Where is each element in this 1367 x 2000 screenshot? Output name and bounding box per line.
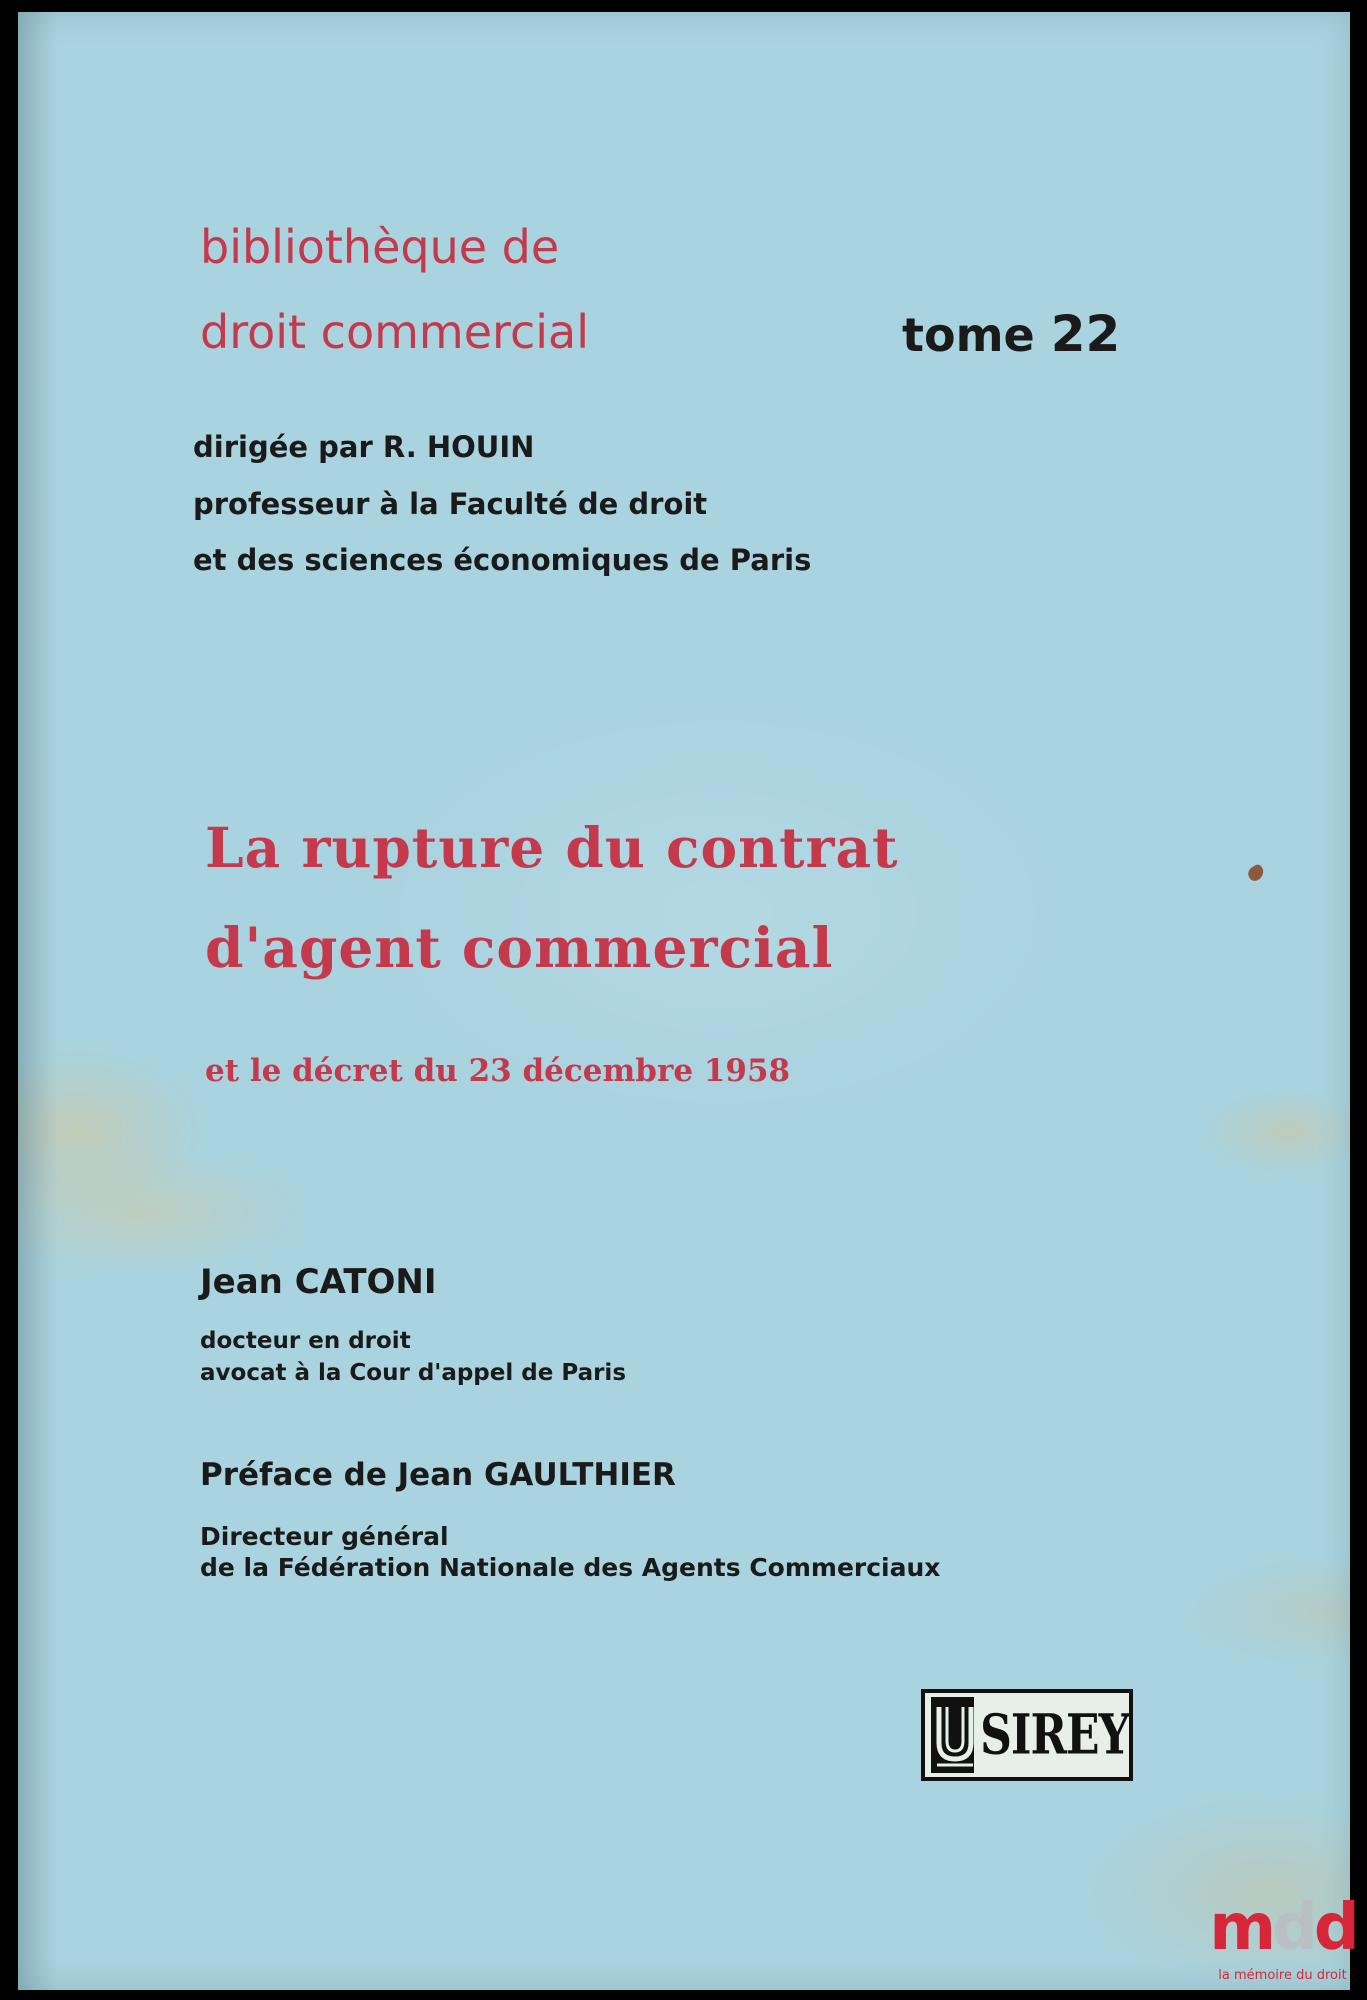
series-editor-title-line2: et des sciences économiques de Paris [193, 543, 812, 577]
volume-number [902, 305, 1120, 363]
series-title-line1: bibliothèque de [200, 220, 560, 274]
preface-credential-1: Directeur général [200, 1522, 449, 1551]
publisher-emblem-icon [931, 1697, 974, 1773]
tome-label: tome [902, 308, 1035, 362]
watermark-logo: mdd [1209, 1891, 1356, 1965]
watermark [1205, 1888, 1360, 1998]
publisher-name: SIREY [980, 1703, 1129, 1767]
spine-shadow [18, 12, 58, 1990]
series-title-line2: droit commercial [200, 305, 589, 359]
preface-credential-2: de la Fédération Nationale des Agents Commerciaux [200, 1553, 941, 1582]
book-title-line1: La rupture du contrat [205, 815, 899, 880]
publisher-logo [921, 1689, 1133, 1781]
book-title-line2: d'agent commercial [205, 915, 834, 980]
series-editor-title-line1: professeur à la Faculté de droit [193, 487, 708, 521]
tome-number: 22 [1050, 305, 1121, 363]
author-credential-2: avocat à la Cour d'appel de Paris [200, 1360, 627, 1386]
author-credential-1: docteur en droit [200, 1328, 411, 1354]
series-editor: dirigée par R. HOUIN [193, 430, 535, 464]
book-subtitle: et le décret du 23 décembre 1958 [205, 1053, 791, 1089]
watermark-caption: la mémoire du droit [1218, 1968, 1347, 1983]
preface-author: Préface de Jean GAULTHIER [200, 1457, 676, 1493]
author-name: Jean CATONI [200, 1262, 437, 1302]
